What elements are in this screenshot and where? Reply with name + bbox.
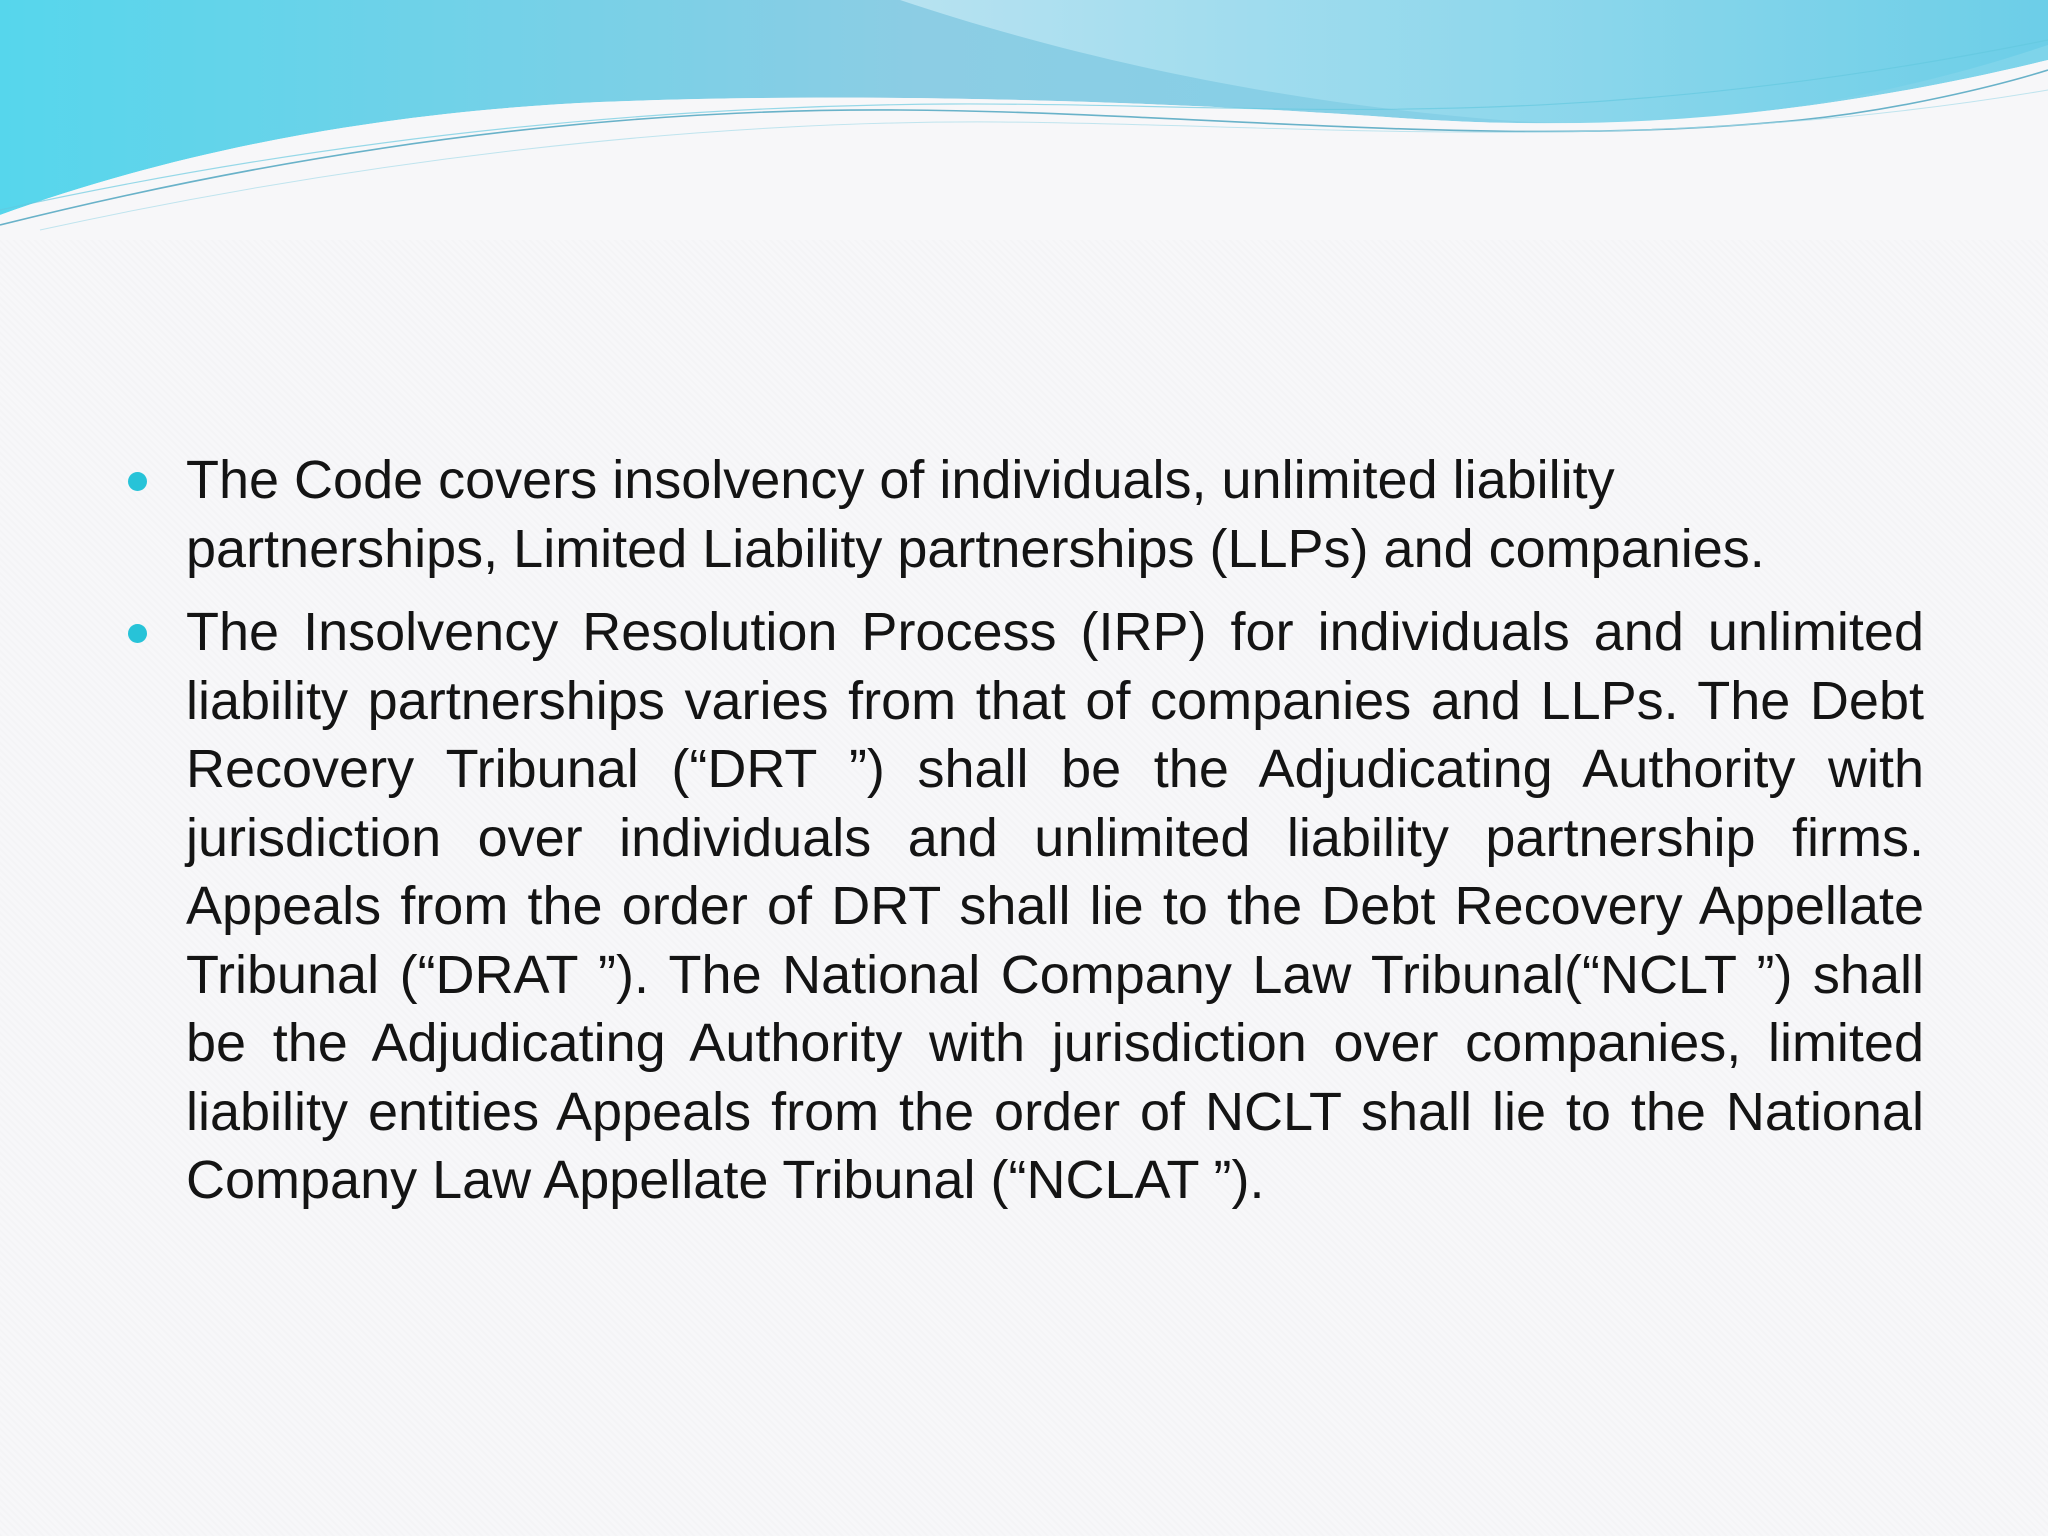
bullet-text: The Code covers insolvency of individuals, unlimited liability partnerships, Limited Liability partnerships (LLPs) and companies. — [186, 450, 1765, 579]
bullet-dot-icon — [128, 472, 147, 491]
slide-content — [124, 446, 1924, 1230]
bullet-text: The Insolvency Resolution Process (IRP) for individuals and unlimited liability partnerships varies from that of companies and LLPs. The Debt Recovery Tribunal (“DRT ”) shall be the Adjudicating Authority with jurisdiction over individuals and unlimited liability partnership firms. Appeals from the order of DRT shall lie to the Debt Recovery Appellate Tribunal (“DRAT ”). The National Company Law Tribunal(“NCLT ”) shall be the Adjudicating Authority with jurisdiction over companies, limited liability entities Appeals from the order of NCLT shall lie to the National Company Law Appellate Tribunal (“NCLAT ”). — [186, 602, 1924, 1210]
bullet-item-irp-tribunals — [124, 598, 1924, 1215]
bullet-list — [124, 446, 1924, 1215]
bullet-item-code-coverage — [124, 446, 1924, 583]
bullet-dot-icon — [128, 624, 147, 643]
header-wave-decoration — [0, 0, 2048, 240]
